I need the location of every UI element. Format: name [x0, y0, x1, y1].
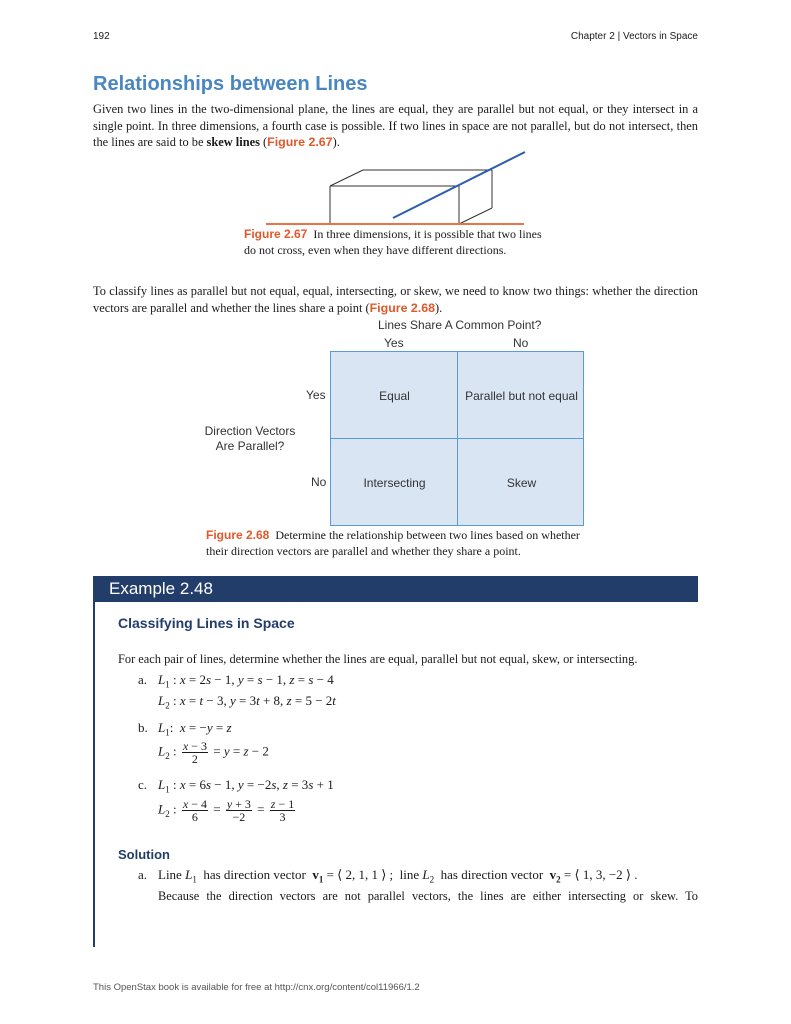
figure-268-link[interactable]: Figure 2.68	[369, 300, 436, 315]
cell-parallel-not-equal: Parallel but not equal	[465, 388, 578, 403]
box-shape	[330, 170, 492, 224]
paren-close: ).	[435, 300, 443, 315]
chapter-title: Chapter 2 | Vectors in Space	[570, 31, 698, 42]
solution-a-label: a.	[138, 867, 148, 882]
fig268-top-title: Lines Share A Common Point?	[378, 318, 542, 332]
intro-text: Given two lines in the two-dimensional plane, the lines are equal, they are parallel but not equal, or they intersect in a single point. In three dimensions, a fourth case is possible. If two lines in space are not parallel, but do not intersect, then the lines are said to be	[93, 102, 698, 150]
paren-close: ).	[332, 135, 340, 150]
classify-paragraph	[93, 283, 698, 316]
fig268-row-yes: Yes	[306, 388, 326, 402]
footer-note: This OpenStax book is available for free at http://cnx.org/content/col11966/1.2	[93, 982, 420, 993]
figure-268-label: Figure 2.68	[206, 528, 270, 542]
solution-a-line1: a. Line $L_1$ has direction vector $v_1$ = ⟨ 2, 1, 1 ⟩ ; line $L_2$ has direction vector $v_2$ = ⟨ 1, 3, −2 ⟩ .	[138, 867, 638, 885]
item-c-label: c.	[138, 777, 148, 792]
page-number: 192	[93, 31, 110, 42]
cell-skew: Skew	[506, 475, 537, 490]
item-b-label: b.	[138, 720, 148, 735]
fig268-col-yes: Yes	[384, 336, 404, 350]
item-c-line2: $L_2$ : $\frac{x - 4}{6}$ = $\frac{y + 3}{-2}$ = $\frac{z - 1}{3}$	[158, 797, 295, 824]
classify-text: To classify lines as parallel but not equal, equal, intersecting, or skew, we need to know two things: whether the direction vectors are parallel and whether the lines share a point (	[93, 284, 698, 315]
cell-intersecting: Intersecting	[363, 475, 426, 490]
figure-267-label: Figure 2.67	[244, 227, 308, 241]
relationship-grid	[330, 351, 584, 526]
skew-lines-term: skew lines	[206, 135, 260, 150]
example-left-border	[93, 602, 95, 947]
paren-open: (	[259, 135, 268, 150]
figure-268-caption-text: Determine the relationship between two lines based on whether their direction vectors are parallel and whether they share a point.	[206, 528, 580, 558]
cell-equal: Equal	[379, 388, 410, 403]
solution-title: Solution	[118, 847, 170, 862]
item-a-line2: $L_2$ : x = t − 3, y = 3t + 8, z = 5 − 2t	[158, 693, 336, 711]
item-a-label: a.	[138, 672, 148, 687]
example-header: Example 2.48	[93, 576, 698, 602]
fig268-row-no: No	[311, 475, 327, 489]
fig268-row-title	[200, 424, 300, 454]
item-b-line1: b. $L_1$: x = −y = z	[138, 720, 232, 738]
figure-267-skew-lines-diagram	[0, 0, 791, 260]
example-title: Classifying Lines in Space	[118, 615, 295, 631]
figure-268-caption	[206, 527, 586, 559]
fig268-col-no: No	[513, 336, 529, 350]
row-title-line2: Are Parallel?	[215, 439, 285, 453]
figure-267-link[interactable]: Figure 2.67	[267, 135, 333, 150]
figure-267-caption-text: In three dimensions, it is possible that two lines do not cross, even when they have different directions.	[244, 227, 542, 257]
figure-267-caption	[244, 226, 544, 258]
item-c-line1: c. $L_1$ : x = 6s − 1, y = −2s, z = 3s + 1	[138, 777, 334, 795]
item-a-line1: a. $L_1$ : x = 2s − 1, y = s − 1, z = s − 4	[138, 672, 334, 690]
solution-a-line2: Because the direction vectors are not parallel vectors, the lines are either intersecting or skew. To	[158, 889, 698, 903]
example-prompt: For each pair of lines, determine whether the lines are equal, parallel but not equal, skew, or intersecting.	[118, 652, 638, 666]
section-title: Relationships between Lines	[93, 73, 368, 95]
item-b-line2: $L_2$ : $\frac{x - 3}{2}$ = y = z − 2	[158, 739, 269, 766]
row-title-line1: Direction Vectors	[204, 424, 296, 438]
